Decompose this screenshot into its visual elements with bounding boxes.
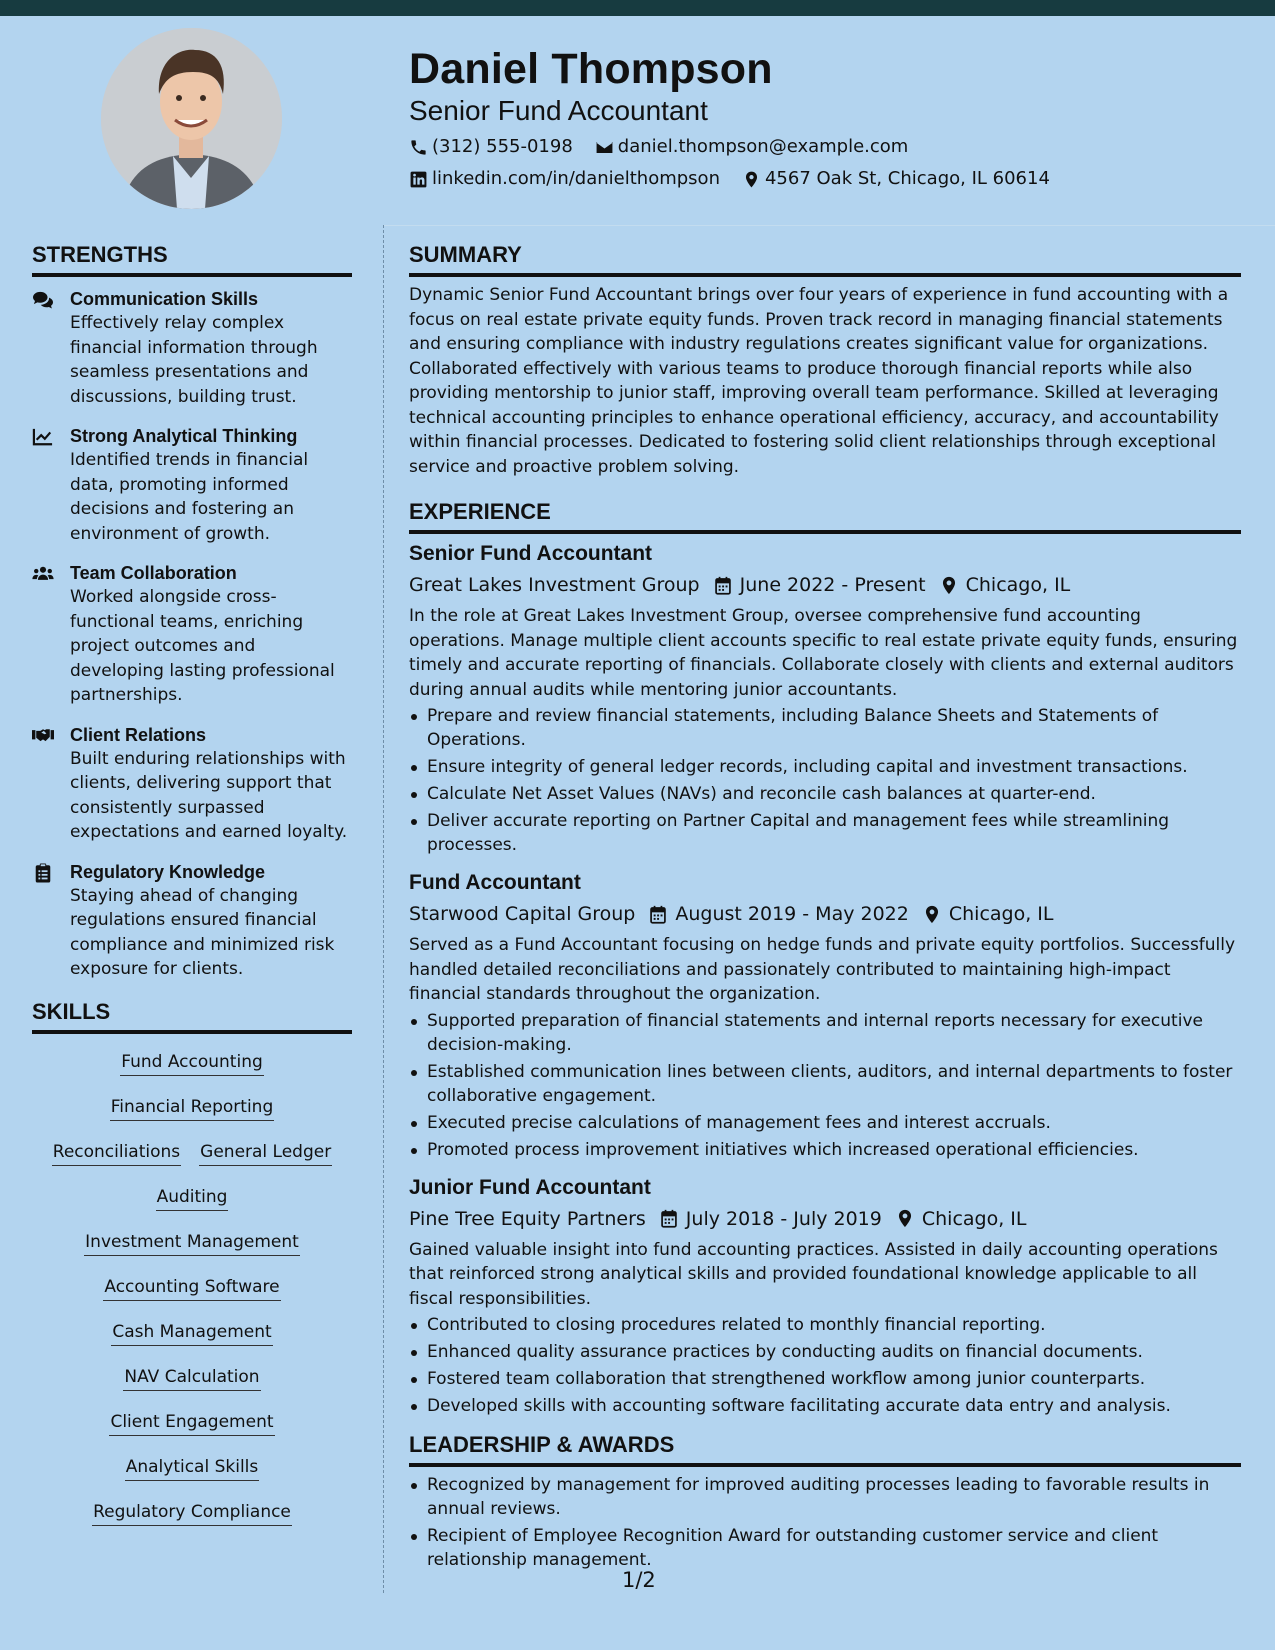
skill-tag: Analytical Skills — [125, 1455, 260, 1481]
strength-desc: Worked alongside cross-functional teams, enriching project outcomes and developing lasting professional partnerships. — [70, 587, 335, 705]
job-location — [923, 899, 1054, 929]
candidate-name: Daniel Thompson — [409, 45, 773, 93]
linkedin-contact[interactable] — [409, 166, 720, 192]
job-description: In the role at Great Lakes Investment Group, oversee comprehensive fund accounting operations. Manage multiple client accounts specific to real estate private equity funds, ensuring timely and accurate reporting of financials. Collaborate closely with clients and external auditors during annual audits while mentoring junior accountants. — [409, 606, 1238, 700]
list-item: Promoted process improvement initiatives which increased operational efficiencies. — [409, 1138, 1241, 1162]
candidate-title: Senior Fund Accountant — [409, 95, 708, 126]
comments-icon — [32, 290, 54, 310]
job-description: Served as a Fund Accountant focusing on hedge funds and private equity portfolios. Successfully handled detailed reconciliations and passionately contributed to maintaining high-impact financial standards throughout the organization. — [409, 935, 1236, 1004]
header-divider — [383, 225, 1275, 226]
job-dates — [714, 570, 926, 600]
calendar-icon — [714, 576, 732, 595]
map-pin-icon — [742, 170, 761, 189]
leadership-heading: LEADERSHIP & AWARDS — [409, 1430, 1241, 1467]
job-role: Senior Fund Accountant — [409, 542, 653, 565]
strength-desc: Staying ahead of changing regulations ensured financial compliance and minimized risk exposure for clients. — [70, 885, 335, 979]
skill-tag: Auditing — [156, 1185, 229, 1211]
job-dates-text: June 2022 - Present — [739, 574, 926, 596]
job-entry — [409, 540, 1241, 857]
avatar — [101, 28, 282, 209]
job-dates-text: July 2018 - July 2019 — [685, 1207, 882, 1230]
skill-tag: Cash Management — [111, 1320, 272, 1346]
job-entry — [409, 869, 1241, 1162]
job-bullets — [409, 704, 1241, 857]
envelope-icon — [595, 138, 614, 157]
strength-item — [32, 424, 352, 546]
strength-title: Strong Analytical Thinking — [70, 426, 298, 446]
list-item: Ensure integrity of general ledger records, including capital and investment transactions. — [409, 755, 1241, 779]
skill-tag: NAV Calculation — [123, 1365, 260, 1391]
calendar-icon — [649, 905, 667, 924]
skill-tag: Fund Accounting — [120, 1050, 264, 1076]
strength-title: Team Collaboration — [70, 563, 237, 583]
job-meta — [409, 899, 1241, 929]
list-item: Recognized by management for improved auditing processes leading to favorable results in annual reviews. — [409, 1473, 1241, 1521]
job-description: Gained valuable insight into fund accounting practices. Assisted in daily accounting operations that reinforced strong analytical skills and provided foundational knowledge applicable to all fiscal responsibilities. — [409, 1239, 1218, 1309]
summary-heading: SUMMARY — [409, 240, 1241, 277]
skill-tag: Client Engagement — [109, 1410, 274, 1436]
contact-row-1 — [409, 134, 1229, 160]
strength-desc: Identified trends in financial data, promoting informed decisions and fostering an environment of growth. — [70, 450, 309, 544]
phone-text: (312) 555-0198 — [432, 136, 573, 157]
strength-item — [32, 723, 352, 845]
job-location-text: Chicago, IL — [948, 903, 1054, 925]
calendar-icon — [660, 1209, 678, 1228]
map-pin-icon — [923, 905, 941, 924]
header — [409, 40, 1229, 192]
strength-desc: Built enduring relationships with clients, delivering support that consistently surpassed expectations and earned loyalty. — [70, 748, 348, 842]
left-column — [32, 240, 352, 1539]
job-bullets — [409, 1009, 1241, 1162]
skills-heading: SKILLS — [32, 997, 352, 1034]
strengths-heading: STRENGTHS — [32, 240, 352, 277]
list-item: Supported preparation of financial statements and internal reports necessary for executive decision-making. — [409, 1009, 1241, 1057]
job-location-text: Chicago, IL — [921, 1207, 1027, 1230]
job-dates-text: August 2019 - May 2022 — [675, 903, 909, 925]
job-meta — [409, 1204, 1241, 1234]
email-contact[interactable] — [595, 134, 909, 160]
column-divider — [383, 225, 384, 1593]
strength-desc: Effectively relay complex financial information through seamless presentations and discussions, building trust. — [70, 313, 318, 407]
map-pin-icon — [940, 576, 958, 595]
phone-contact[interactable] — [409, 134, 573, 160]
address-text: 4567 Oak St, Chicago, IL 60614 — [764, 168, 1050, 189]
strength-item — [32, 287, 352, 409]
job-company: Pine Tree Equity Partners — [409, 1207, 646, 1230]
summary-text: Dynamic Senior Fund Accountant brings over four years of experience in fund accounting with a focus on real estate private equity funds. Proven track record in managing financial statements and ensuring compliance with industry regulations creates significant value for organizations. Collaborated effectively with various teams to produce thorough financial reports while also providing mentorship to junior staff, improving overall team performance. Skilled at leveraging technical accounting principles to enhance operational efficiency, accuracy, and accountability within financial processes. Dedicated to fostering solid client relationships through exceptional service and proactive problem solving. — [409, 285, 1229, 477]
job-dates — [649, 899, 909, 929]
clipboard-icon — [32, 863, 54, 883]
skill-tag: General Ledger — [199, 1140, 332, 1166]
linkedin-text: linkedin.com/in/danielthompson — [432, 168, 720, 189]
strength-title: Regulatory Knowledge — [70, 861, 266, 882]
contact-row-2 — [409, 166, 1229, 192]
list-item: Prepare and review financial statements, including Balance Sheets and Statements of Operations. — [409, 704, 1241, 752]
right-column — [409, 240, 1241, 1575]
users-icon — [32, 564, 54, 584]
job-location — [896, 1204, 1027, 1234]
list-item: Calculate Net Asset Values (NAVs) and reconcile cash balances at quarter-end. — [409, 782, 1241, 806]
skill-tag: Investment Management — [84, 1230, 300, 1256]
address-contact — [742, 166, 1050, 192]
skill-tag: Accounting Software — [103, 1275, 280, 1301]
experience-heading: EXPERIENCE — [409, 497, 1241, 534]
strength-item — [32, 561, 352, 708]
job-company: Great Lakes Investment Group — [409, 574, 700, 596]
job-company: Starwood Capital Group — [409, 903, 636, 925]
job-dates — [660, 1204, 882, 1234]
leadership-bullets — [409, 1473, 1241, 1572]
strength-title: Communication Skills — [70, 289, 259, 309]
list-item: Contributed to closing procedures related to monthly financial reporting. — [409, 1313, 1241, 1337]
list-item: Established communication lines between clients, auditors, and internal departments to foster collaborative engagement. — [409, 1060, 1241, 1108]
strength-title: Client Relations — [70, 724, 207, 745]
job-bullets — [409, 1313, 1241, 1418]
list-item: Enhanced quality assurance practices by conducting audits on financial documents. — [409, 1340, 1241, 1364]
email-text: daniel.thompson@example.com — [617, 136, 909, 157]
line-chart-icon — [32, 427, 54, 447]
phone-icon — [409, 138, 428, 157]
list-item: Developed skills with accounting software facilitating accurate data entry and analysis. — [409, 1394, 1241, 1418]
skill-tag: Reconciliations — [52, 1140, 181, 1166]
list-item: Deliver accurate reporting on Partner Capital and management fees while streamlining processes. — [409, 809, 1241, 857]
list-item: Recipient of Employee Recognition Award for outstanding customer service and client relationship management. — [409, 1524, 1241, 1572]
map-pin-icon — [896, 1209, 914, 1228]
job-location — [940, 570, 1071, 600]
handshake-icon — [32, 726, 54, 746]
skills-list — [32, 1044, 352, 1539]
top-bar — [0, 0, 1275, 16]
job-role: Junior Fund Accountant — [409, 1175, 651, 1199]
job-meta — [409, 570, 1241, 600]
linkedin-icon — [409, 170, 428, 189]
skill-tag: Regulatory Compliance — [92, 1500, 292, 1526]
list-item: Fostered team collaboration that strengthened workflow among junior counterparts. — [409, 1367, 1241, 1391]
job-entry — [409, 1174, 1241, 1419]
page-number: 1/2 — [622, 1568, 656, 1592]
profile-photo — [101, 28, 282, 209]
strength-item — [32, 860, 352, 982]
skill-tag: Financial Reporting — [110, 1095, 275, 1121]
job-role: Fund Accountant — [409, 871, 581, 894]
list-item: Executed precise calculations of management fees and interest accruals. — [409, 1111, 1241, 1135]
job-location-text: Chicago, IL — [965, 574, 1071, 596]
